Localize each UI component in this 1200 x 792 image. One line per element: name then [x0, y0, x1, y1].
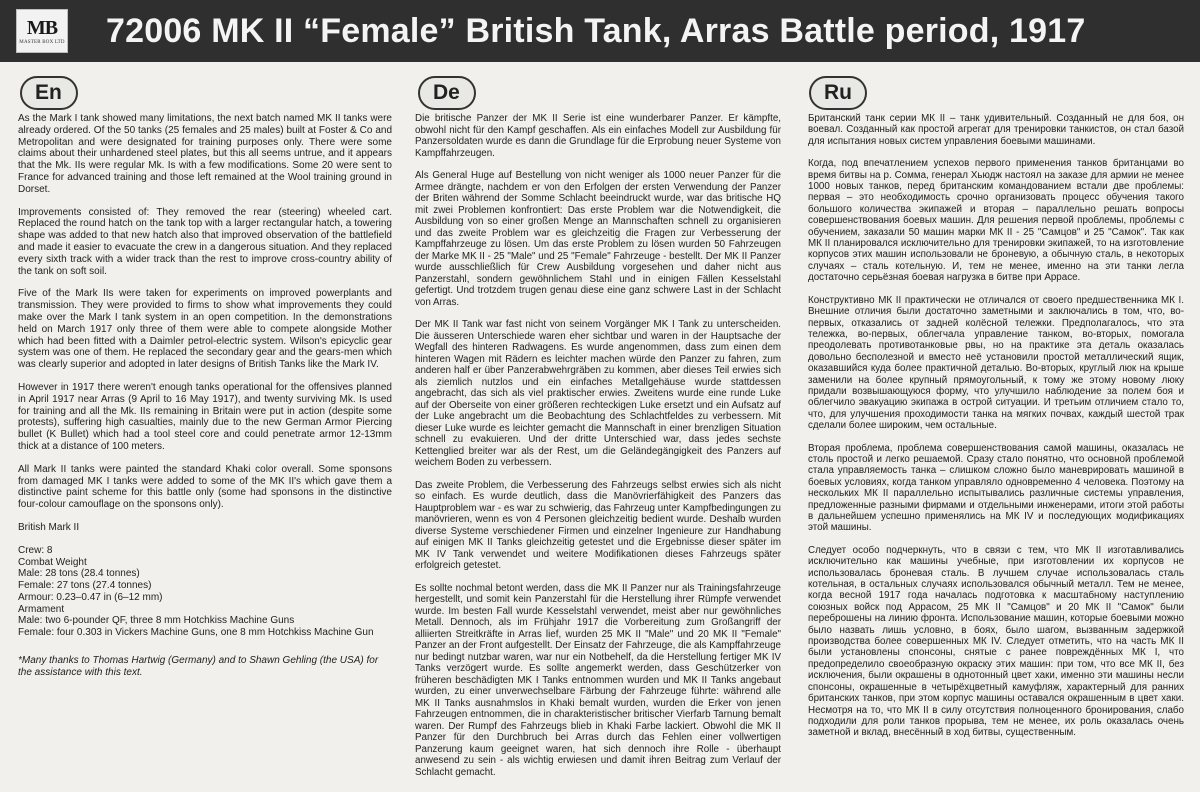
- language-badge-ru: Ru: [809, 76, 867, 110]
- spec-line: Crew: 8: [18, 544, 53, 556]
- spec-line: Male: 28 tons (28.4 tonnes): [18, 568, 140, 580]
- paragraph: Es sollte nochmal betont werden, dass die MK II Panzer nur als Trainingsfahrzeuge hergestellt, und somit kein Panzerstahl für die Herstellung ihrer Rümpfe verwendet wurde. Im besten Fall wurde Kesselstahl verwendet, meist aber nur gewöhnliches Metall. Dennoch, als im Frühjahr 1917 die Vorbereitung zum Großangriff der alliierten Streitkräfte in Arras lief, wurden 25 MK II "Male" und 20 MK II "Female" Panzer an der Front aufgestellt. Der Einsatz der Fahrzeuge, die als Kampffahrzeuge nur bedingt nutzbar waren, war nur ein Notbehelf, da die Herstellung fertiger MK IV Tanks verzögert wurde. Es sollte angemerkt werden, dass Geschützerker von früheren beschädigten MK I Tanks entnommen wurden und MK II Tanks angebaut wurden, zu einer unverwechselbare Färbung der Fahrzeuge führte: während alle MK II Tanks ausnahmslos in Khaki bemalt wurden, wurden die Erker von jenen Fahrzeugen entnommen, die in charakteristischer britischer Vierfarb Tarnung bemalt waren. Der Rumpf des Fahrzeugs blieb in Khaki Farbe lackiert. Obwohl die MK II Panzer für den Durchbruch bei Arras durch das Fehlen einer vollwertigen Panzerung kaum geeignet waren, hat sich dennoch ihre Rolle - überhaupt anwesend zu sein - als wichtig erwiesen und damit ihren Beitrag zum Verlauf der Schlacht gemacht.: [415, 582, 781, 778]
- acknowledgement-note: *Many thanks to Thomas Hartwig (Germany) and to Shawn Gehling (the USA) for the assistance with this text.: [18, 655, 379, 678]
- logo-text: MB: [26, 17, 58, 39]
- master-box-logo: [16, 9, 68, 53]
- english-column: [18, 76, 392, 679]
- spec-line: Armament: [18, 603, 65, 615]
- header-bar: [0, 0, 1200, 62]
- paragraph: Als General Huge auf Bestellung von nicht weniger als 1000 neuer Panzer für die Armee drängte, nachdem er von den Erfolgen der ersten Verwendung der Panzer der Briten während der Somme Schlacht beeindruckt wurde, war das britische HQ mit zwei Problemen konfrontiert: Das erste Problem war die Notwendigkeit, die Ausbildung von so einer großen Menge an Mannschaften schnell zu organisieren und das zweite Problem war es gleichzeitig die Fragen zur Verbesserung der Kampffahrzeuge zu lösen. Um das erste Problem zu lösen wurden 50 Fahrzeugen der Marke MK II - 25 "Male" und 25 "Female" Fahrzeuge - bestellt. Der MK II Panzer wurde ausschließlich für Crew Ausbildung vorgesehen und daher nicht aus Panzerstahl, sondern gewöhnlichem Stahl und in einigen Fällen Kesselstahl gefertigt. Und trotzdem trugen genau diese eine ganz schwere Last in der Schlacht von Arras.: [415, 170, 781, 308]
- german-text: [415, 113, 781, 778]
- paragraph: All Mark II tanks were painted the standard Khaki color overall. Some sponsons from damaged MK I tanks were added to some of the MK II's which gave them a distinctive paint scheme for this battle only (some had sponsons in the distinctive four-colour camouflage on the sponsons only).: [18, 463, 392, 511]
- language-badge-en: En: [20, 76, 78, 110]
- paragraph: Der MK II Tank war fast nicht von seinem Vorgänger MK I Tank zu unterscheiden. Die äusseren Unterschiede waren eher sichtbar und waren in der Hauptsache der Wegfall des hinteren Radwagens. Es wurde angenommen, dass zum einen dem hinteren Wagen mit Rädern es leichter machen würde den Panzer zu fahren, zum anderen half er über Panzerabwehrgräben zu kommen, aber dieses Teil erwies sich als ziemlich nutzlos und ein einfaches Metallgehäuse wurde stattdessen angebracht, das sich als viel praktischer erwies. Zweitens wurde eine runde Luke auf der Oberseite von einer größeren rechteckigen Luke ersetzt und ein Aufsatz auf der Luke angebracht um die Beobachtung des Schlachtfeldes zu verbessern. Mit dieser Luke wurde es leichter gemacht die Mannschaft in einer brenzligen Situation schnell zu evakuieren. Und der dritte Unterschied war, dass jedes sechste Kettenglied breiter war als der Rest, um die Geländegängigkeit des Panzers auf weichem Boden zu verbessern.: [415, 319, 781, 468]
- paragraph: Five of the Mark IIs were taken for experiments on improved powerplants and transmission. They were provided to firms to show what improvements they could make over the Mark I tank system in an open competition. In the demonstrations held on March 1917 only three of them were able to compete alongside Mother which had been fitted with a Daimler petrol-electric system. Wilson's epicyclic gear system was one of them. He replaced the secondary gear and the gears-men which was clearly superior and adopted in later designs of British Tanks like the Mark IV.: [18, 288, 392, 371]
- german-column: [415, 76, 781, 789]
- paragraph: Конструктивно МК II практически не отличался от своего предшественника МК I. Внешние отличия были достаточно заметными и заключались в том, что, во-первых, отказались от задней колёсной тележки. Предполагалось, что эта тележка, во-первых, облегчала управление танком, во-вторых, помогала преодолевать противотанковые рвы, но на практике эта деталь оказалась довольно бесполезной и вместо неё установили простой металлический ящик, оказавшийся куда более практичной деталью. Во-вторых, круглый люк на крыше заменили на более крупный прямоугольный, к тому же этому новому люку придали возвышающуюся форму, что улучшило наблюдение за полем боя и облегчило эвакуацию экипажа в острой ситуации. И третьим отличием стало то, что, для улучшения проходимости танка на мягких почвах, каждый шестой трак сделали более широким, чем остальные.: [808, 294, 1184, 432]
- logo-subtitle: MASTER BOX LTD: [19, 40, 65, 45]
- russian-column: [808, 76, 1184, 750]
- spec-line: Combat Weight: [18, 556, 87, 568]
- paragraph: However in 1917 there weren't enough tanks operational for the offensives planned in April 1917 near Arras (9 April to 16 May 1917), and twenty surviving Mk. Is used for training and all the Mk. IIs remaining in Britain were put in action (despite some protests), suffering high casualties, mainly due to the new German Armor Piercing bullet (K Bullet) which had a tool steel core and could penetrate armor 12-13mm thick at a distance of 100 meters.: [18, 381, 392, 452]
- language-badge-de: De: [418, 76, 476, 110]
- paragraph: As the Mark I tank showed many limitations, the next batch named MK II tanks were already ordered. Of the 50 tanks (25 females and 25 males) built at Foster & Co and Metropolitan and were designated for training purposes only. There were some claims about their unhardened steel plates, but this all seems untrue, and it appears that the Mk. IIs were regular Mk. Is with a few modifications. Some 20 were sent to France for advanced training and those left remained at the Wool training ground in Dorset.: [18, 113, 392, 195]
- paragraph: Das zweite Problem, die Verbesserung des Fahrzeugs selbst erwies sich als nicht so einfach. Es wurde deutlich, dass die Manövrierfähigkeit des Panzers das Hauptproblem war - es war zu schwierig, das Fahrzeug unter Kampfbedingungen zu manövrieren, wenn es von 4 Personen gleichzeitig bedient wurde. Deshalb wurden diverse Systeme verschiedener Firmen und einzelner Ingenieure zur Handhabung auf einigen MK II Tanks gleichzeitig getestet und die Ergebnisse dieser später im MK IV Tank verwendet und weitere Modifikationen dieses Fahrzeugs später erfolgreich getestet.: [415, 479, 781, 571]
- spec-line: Male: two 6-pounder QF, three 8 mm Hotchkiss Machine Guns: [18, 615, 295, 627]
- spec-list: [18, 545, 392, 639]
- spec-line: Armour: 0.23–0.47 in (6–12 mm): [18, 591, 163, 603]
- paragraph: Британский танк серии МК II – танк удивительный. Созданный не для боя, он воевал. Созданный как простой агрегат для тренировки танкистов, он стал базой для испытания новых систем управления боевыми машинами.: [808, 113, 1184, 147]
- spec-title: British Mark II: [18, 521, 80, 533]
- paragraph: Следует особо подчеркнуть, что в связи с тем, что МК II изготавливались исключительно как машины учебные, при изготовлении их корпусов не использовалась броневая сталь. В лучшем случае использовалась сталь котельная, в остальных случаях использовался обычный металл. Тем не менее, когда весной 1917 года началась подготовка к масштабному наступлению союзных войск под Аррасом, 25 МК II "Самцов" и 20 МК II "Самок" были переброшены на линию фронта. Использование машин, которые боевыми можно было назвать лишь условно, в боях, было шагом, вызванным задержкой производства более совершенных МК IV. Следует отметить, что на часть МК II были установлены спонсоны, снятые с ранее повреждённых МК I, что предопределило своеобразную окраску этих машин: при том, что все МК II, без исключения, были окрашены в однотонный цвет хаки, именно эти машины несли спонсоны, окрашенные в четырёхцветный камуфляж, характерный для ранних британских танков, при этом корпус машины оставался окрашенным в цвет хаки. Несмотря на то, что МК II в силу отсутствия полноценного бронирования, слабо подходили для роли танков прорыва, тем не менее, их роль оказалась очень заметной и вклад, внесённый в ход битвы, существенным.: [808, 544, 1184, 739]
- paragraph: Когда, под впечатлением успехов первого применения танков британцами во время битвы на р. Сомма, генерал Хьюдж настоял на заказе для армии не менее 1000 новых танков, перед британским командованием встали две проблемы: первая – это необходимость срочно организовать процесс обучения такого большого количества экипажей и вторая – параллельно решать вопросы совершенствования боевых машин. Для решения первой проблемы, проблемы с обучением, заказали 50 машин марки МК II - 25 "Самцов" и 25 "Самок". Так как МК II планировался исключительно для тренировки экипажей, то на изготовление корпусов этих машин использовали не броневую, а обычную сталь, в некоторых случаях – сталь котельную. И, тем не менее, именно на эти танки легла достаточно серьёзная боевая нагрузка в битве при Аррасе.: [808, 158, 1184, 284]
- page-title: 72006 MK II “Female” British Tank, Arras Battle period, 1917: [106, 12, 1086, 50]
- paragraph: Improvements consisted of: They removed the rear (steering) wheeled cart. Replaced the round hatch on the tank top with a larger rectangular hatch, a towering shape was added to that new hatch also that improved observation of the battlefield and made it easier to evacuate the crew in a dangerous situation. And they replaced every sixth track with a wider track than the rest to improve cross-country ability of the tank on soft soil.: [18, 206, 392, 277]
- spec-line: Female: four 0.303 in Vickers Machine Guns, one 8 mm Hotchkiss Machine Gun: [18, 627, 374, 639]
- spec-line: Female: 27 tons (27.4 tonnes): [18, 580, 152, 592]
- paragraph: Вторая проблема, проблема совершенствования самой машины, оказалась не столь простой и легко решаемой. Сразу стало понятно, что основной проблемой стала управляемость танка – слишком сложно было маневрировать машиной в боевых условиях, когда танком управляло одновременно 4 человека. Поэтому на нескольких МК II параллельно испытывались различные системы управления, предложенные разными фирмами и отдельными инженерами, итоги этой работы в дальнейшем успешно применялись на МК IV и последующих модификациях этой машины.: [808, 442, 1184, 534]
- english-text: [18, 113, 392, 679]
- paragraph: Die britische Panzer der MK II Serie ist eine wunderbarer Panzer. Er kämpfte, obwohl nicht für den Kampf geschaffen. Als ein einfaches Modell zur Ausbildung für Panzersoldaten wurde es dann die Grundlage für die Erprobung neuer Systeme von Kampffahrzeugen.: [415, 113, 781, 159]
- russian-text: [808, 113, 1184, 739]
